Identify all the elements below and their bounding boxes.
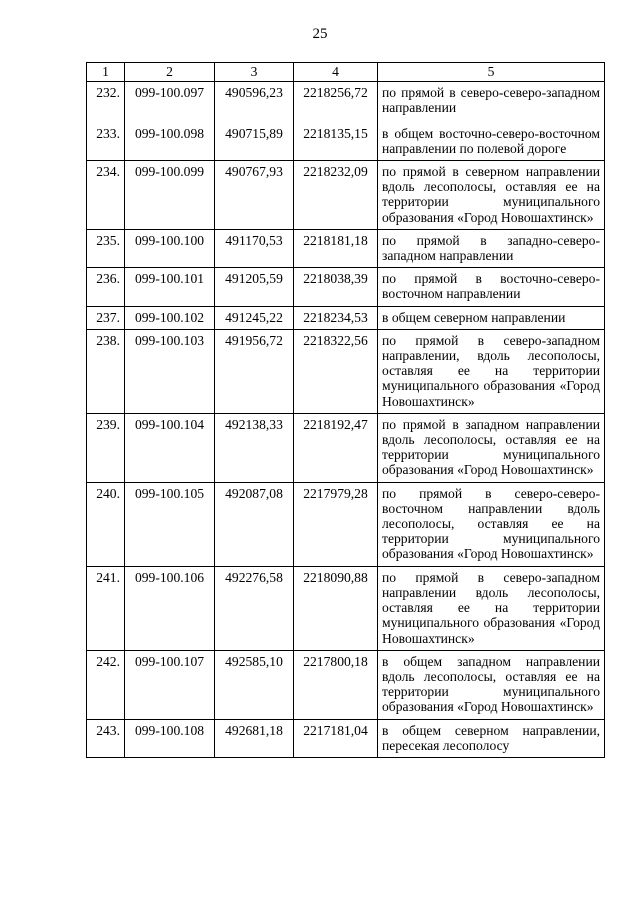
table-row bbox=[87, 306, 605, 329]
coord-x: 490715,89 bbox=[215, 120, 294, 161]
coord-x: 492681,18 bbox=[215, 719, 294, 757]
direction-description: по прямой в северо-западном направлении вдоль лесополосы, оставляя ее на территории муниципального образования «Город Новошахтинск» bbox=[378, 566, 605, 650]
row-number: 235. bbox=[87, 229, 125, 267]
direction-description: по прямой в восточно-северо-восточном направлении bbox=[378, 268, 605, 306]
coord-y: 2218090,88 bbox=[294, 566, 378, 650]
direction-description: в общем западном направлении вдоль лесополосы, оставляя ее на территории муниципального образования «Город Новошахтинск» bbox=[378, 650, 605, 719]
row-number: 233. bbox=[87, 120, 125, 161]
coord-x: 491956,72 bbox=[215, 329, 294, 413]
coord-x: 491170,53 bbox=[215, 229, 294, 267]
point-code: 099-100.102 bbox=[125, 306, 215, 329]
header-col-3: 3 bbox=[215, 63, 294, 82]
point-code: 099-100.101 bbox=[125, 268, 215, 306]
row-number: 243. bbox=[87, 719, 125, 757]
point-code: 099-100.100 bbox=[125, 229, 215, 267]
table-row bbox=[87, 82, 605, 120]
page-number: 25 bbox=[312, 26, 328, 42]
point-code: 099-100.104 bbox=[125, 413, 215, 482]
coord-x: 492276,58 bbox=[215, 566, 294, 650]
header-col-1: 1 bbox=[87, 63, 125, 82]
coord-x: 491205,59 bbox=[215, 268, 294, 306]
row-number: 241. bbox=[87, 566, 125, 650]
table-row bbox=[87, 229, 605, 267]
table-row bbox=[87, 161, 605, 230]
coord-y: 2218256,72 bbox=[294, 82, 378, 120]
table-row bbox=[87, 482, 605, 566]
point-code: 099-100.105 bbox=[125, 482, 215, 566]
direction-description: по прямой в северо-западном направлении, вдоль лесополосы, оставляя ее на территории муниципального образования «Город Новошахтинск» bbox=[378, 329, 605, 413]
coord-x: 490767,93 bbox=[215, 161, 294, 230]
point-code: 099-100.099 bbox=[125, 161, 215, 230]
point-code: 099-100.098 bbox=[125, 120, 215, 161]
direction-description: по прямой в западно-северо-западном направлении bbox=[378, 229, 605, 267]
coord-y: 2218232,09 bbox=[294, 161, 378, 230]
table-row bbox=[87, 566, 605, 650]
row-number: 242. bbox=[87, 650, 125, 719]
row-number: 240. bbox=[87, 482, 125, 566]
coord-y: 2217181,04 bbox=[294, 719, 378, 757]
point-code: 099-100.108 bbox=[125, 719, 215, 757]
direction-description: по прямой в северо-северо-восточном направлении вдоль лесополосы, оставляя ее на территории муниципального образования «Город Новошахтинск» bbox=[378, 482, 605, 566]
coordinates-table bbox=[86, 62, 605, 758]
table-header-row bbox=[87, 63, 605, 82]
coord-y: 2217979,28 bbox=[294, 482, 378, 566]
coord-x: 491245,22 bbox=[215, 306, 294, 329]
row-number: 232. bbox=[87, 82, 125, 120]
coord-y: 2217800,18 bbox=[294, 650, 378, 719]
table-row bbox=[87, 650, 605, 719]
direction-description: в общем восточно-северо-восточном направлении по полевой дороге bbox=[378, 120, 605, 161]
table-row bbox=[87, 120, 605, 161]
table-row bbox=[87, 719, 605, 757]
coord-x: 492087,08 bbox=[215, 482, 294, 566]
coord-y: 2218234,53 bbox=[294, 306, 378, 329]
direction-description: в общем северном направлении bbox=[378, 306, 605, 329]
row-number: 237. bbox=[87, 306, 125, 329]
row-number: 239. bbox=[87, 413, 125, 482]
coord-y: 2218038,39 bbox=[294, 268, 378, 306]
coord-y: 2218135,15 bbox=[294, 120, 378, 161]
point-code: 099-100.103 bbox=[125, 329, 215, 413]
point-code: 099-100.107 bbox=[125, 650, 215, 719]
coord-x: 492585,10 bbox=[215, 650, 294, 719]
coord-y: 2218192,47 bbox=[294, 413, 378, 482]
header-col-5: 5 bbox=[378, 63, 605, 82]
row-number: 238. bbox=[87, 329, 125, 413]
coord-y: 2218322,56 bbox=[294, 329, 378, 413]
direction-description: в общем северном направлении, пересекая лесополосу bbox=[378, 719, 605, 757]
header-col-2: 2 bbox=[125, 63, 215, 82]
direction-description: по прямой в западном направлении вдоль лесополосы, оставляя ее на территории муниципального образования «Город Новошахтинск» bbox=[378, 413, 605, 482]
header-col-4: 4 bbox=[294, 63, 378, 82]
direction-description: по прямой в северном направлении вдоль лесополосы, оставляя ее на территории муниципального образования «Город Новошахтинск» bbox=[378, 161, 605, 230]
row-number: 234. bbox=[87, 161, 125, 230]
point-code: 099-100.106 bbox=[125, 566, 215, 650]
table-row bbox=[87, 268, 605, 306]
coord-x: 490596,23 bbox=[215, 82, 294, 120]
table-row bbox=[87, 329, 605, 413]
point-code: 099-100.097 bbox=[125, 82, 215, 120]
coord-y: 2218181,18 bbox=[294, 229, 378, 267]
row-number: 236. bbox=[87, 268, 125, 306]
table-row bbox=[87, 413, 605, 482]
direction-description: по прямой в северо-северо-западном направлении bbox=[378, 82, 605, 120]
coord-x: 492138,33 bbox=[215, 413, 294, 482]
